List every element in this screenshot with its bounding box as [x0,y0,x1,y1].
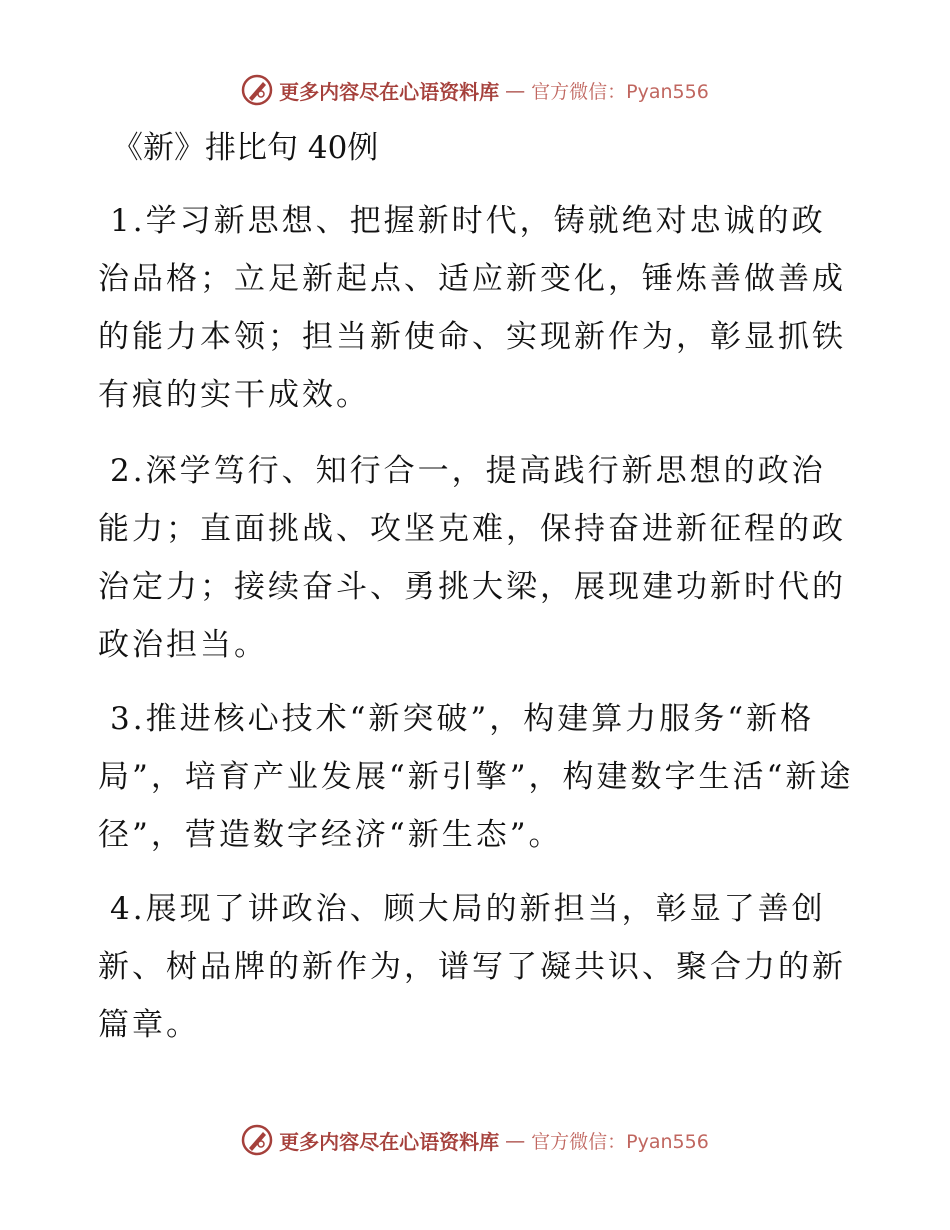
quill-pen-icon [241,74,273,106]
watermark-wechat-text: 官方微信：Pyan556 [531,80,709,103]
footer-watermark [0,1120,950,1160]
watermark-brand-text: 更多内容尽在心语资料库 [279,1129,500,1154]
paragraph-item-4: 4.展现了讲政治、顾大局的新担当，彰显了善创新、树品牌的新作为，谱写了凝共识、聚合力的新篇章。 [98,891,846,1043]
watermark-dash: — [505,78,526,102]
paragraph-item-2: 2.深学笃行、知行合一，提高践行新思想的政治能力；直面挑战、攻坚克难，保持奋进新征程的政治定力；接续奋斗、勇挑大梁，展现建功新时代的政治担当。 [98,453,846,663]
document-title: 《新》排比句 40例 [112,130,379,166]
paragraph-item-3: 3.推进核心技术“新突破”，构建算力服务“新格局”，培育产业发展“新引擎”，构建数字生活“新途径”，营造数字经济“新生态”。 [98,701,854,853]
watermark-dash: — [505,1128,526,1152]
paragraph-item-1: 1.学习新思想、把握新时代，铸就绝对忠诚的政治品格；立足新起点、适应新变化，锤炼善做善成的能力本领；担当新使命、实现新作为，彰显抓铁有痕的实干成效。 [98,203,846,413]
watermark-brand-text: 更多内容尽在心语资料库 [279,79,500,104]
watermark-wechat-text: 官方微信：Pyan556 [531,1130,709,1153]
quill-pen-icon [241,1124,273,1156]
header-watermark [0,70,950,110]
